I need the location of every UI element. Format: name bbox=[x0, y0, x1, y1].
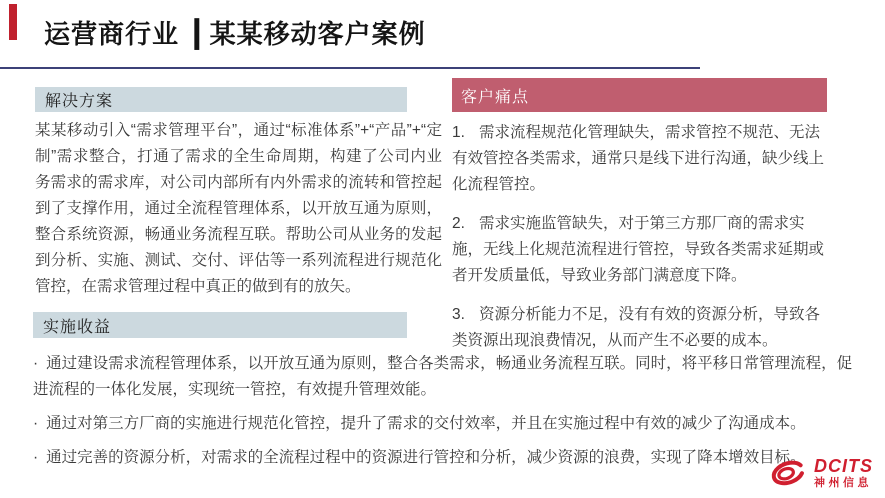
benefits-header-label: 实施收益 bbox=[43, 318, 112, 336]
benefit-item-1-bullet: · bbox=[33, 355, 39, 372]
pain-item-1-number: 1. bbox=[452, 124, 465, 141]
pain-item-1 bbox=[452, 120, 831, 198]
pain-section-header bbox=[452, 78, 827, 112]
benefit-item-1-text: 通过建设需求流程管理体系，以开放互通为原则，整合各类需求，畅通业务流程互联。同时，将平移日常管理流程，促进流程的一体化发展，实现统一管控，有效提升管理效能。 bbox=[33, 355, 853, 398]
pain-item-2-number: 2. bbox=[452, 215, 465, 232]
pain-item-1-text: 需求流程规范化管理缺失，需求管控不规范、无法有效管控各类需求，通常只是线下进行沟通，缺少线上化流程管控。 bbox=[452, 124, 825, 193]
page-title bbox=[44, 14, 426, 51]
page-title-right: 某某移动客户案例 bbox=[209, 19, 426, 49]
benefit-item-3 bbox=[33, 445, 863, 471]
dcits-swirl-icon bbox=[767, 456, 809, 490]
benefit-item-2-text: 通过对第三方厂商的实施进行规范化管控，提升了需求的交付效率，并且在实施过程中有效的减少了沟通成本。 bbox=[46, 415, 806, 432]
pain-header-label: 客户痛点 bbox=[461, 88, 530, 106]
pain-list bbox=[452, 120, 831, 367]
logo-text-block bbox=[814, 457, 873, 489]
dcits-logo bbox=[767, 456, 873, 490]
benefit-item-3-text: 通过完善的资源分析，对需求的全流程过程中的资源进行管控和分析，减少资源的浪费，实现了降本增效目标。 bbox=[46, 449, 806, 466]
pain-item-2 bbox=[452, 211, 831, 289]
title-separator: ┃ bbox=[189, 19, 206, 49]
benefit-item-2-bullet: · bbox=[33, 415, 39, 432]
pain-item-3 bbox=[452, 302, 831, 354]
title-underline bbox=[0, 67, 700, 69]
benefit-item-1 bbox=[33, 351, 863, 403]
solution-section-header bbox=[35, 87, 407, 112]
pain-item-3-text: 资源分析能力不足，没有有效的资源分析，导致各类资源出现浪费情况，从而产生不必要的成本。 bbox=[452, 306, 820, 349]
page-title-left: 运营商行业 bbox=[44, 19, 180, 49]
solution-header-label: 解决方案 bbox=[45, 93, 114, 110]
benefit-item-3-bullet: · bbox=[33, 449, 39, 466]
benefits-list bbox=[33, 351, 863, 479]
title-accent-bar bbox=[9, 4, 17, 40]
pain-item-3-number: 3. bbox=[452, 306, 465, 323]
logo-company-name: 神州信息 bbox=[814, 477, 872, 489]
benefits-section-header bbox=[33, 312, 407, 338]
pain-item-2-text: 需求实施监管缺失，对于第三方那厂商的需求实施，无线上化规范流程进行管控，导致各类需求延期或者开发质量低，导致业务部门满意度下降。 bbox=[452, 215, 825, 284]
benefit-item-2 bbox=[33, 411, 863, 437]
logo-brand-name: DCITS bbox=[814, 456, 873, 476]
solution-text: 某某移动引入“需求管理平台”，通过“标准体系”+“产品”+“定制”需求整合，打通了需求的全生命周期，构建了公司内业务需求的需求库，对公司内部所有内外需求的流转和管控起到了支撑作用，通过全流程管理体系，以开放互通为原则，整合系统资源，畅通业务流程互联。帮助公司从业务的发起到分析、实施、测试、交付、评估等一系列流程进行规范化管控，在需求管理过程中真正的做到有的放矢。 bbox=[35, 122, 442, 295]
